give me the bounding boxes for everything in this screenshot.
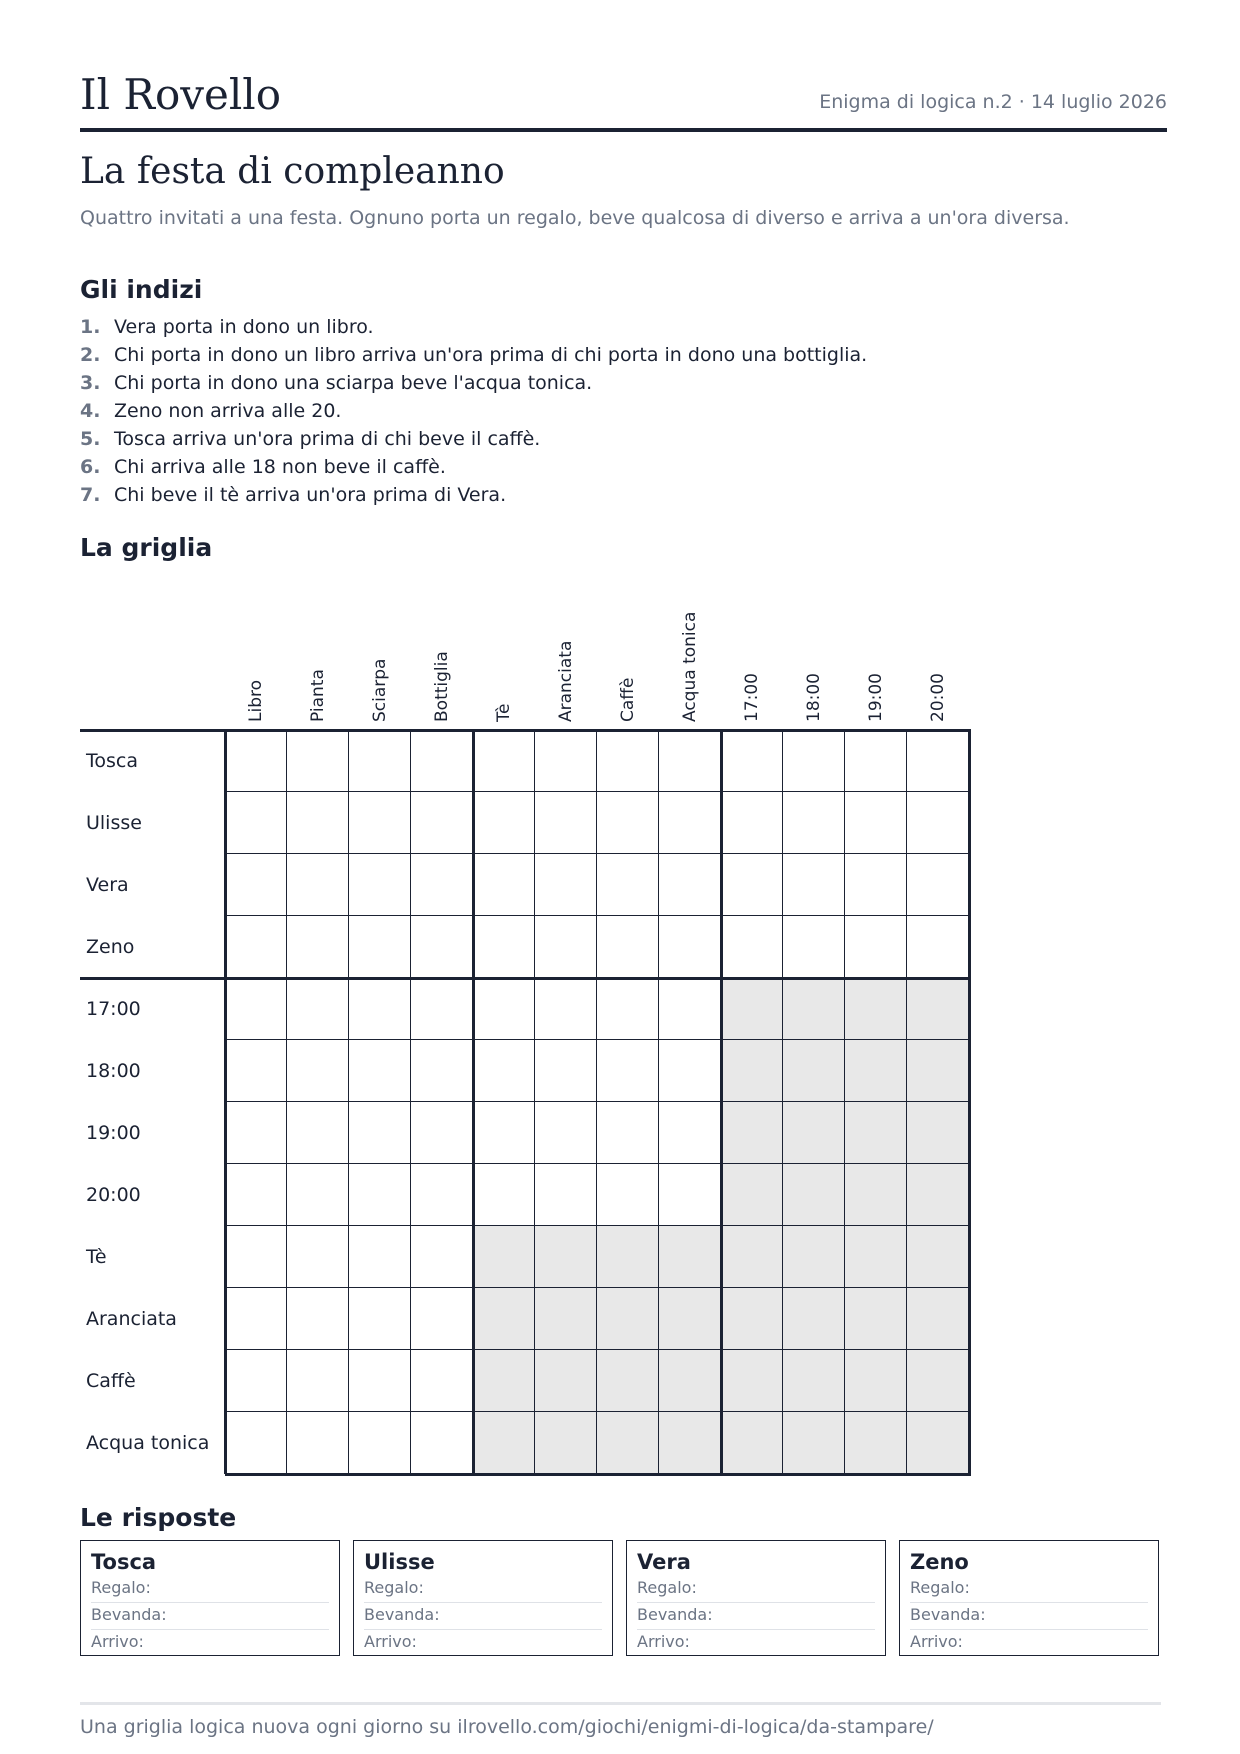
grid-cell[interactable] [411, 1164, 473, 1226]
grid-divider [968, 730, 971, 1474]
grid-cell[interactable] [287, 978, 349, 1040]
grid-cell[interactable] [597, 1040, 659, 1102]
answer-card [353, 1540, 613, 1656]
grid-cell[interactable] [225, 730, 287, 792]
clue-text: Chi arriva alle 18 non beve il caffè. [114, 456, 446, 478]
clue-number: 4. [80, 400, 101, 422]
grid-cell[interactable] [535, 1102, 597, 1164]
clue-number: 2. [80, 344, 101, 366]
grid-cell[interactable] [287, 1350, 349, 1412]
grid-cell[interactable] [659, 1040, 721, 1102]
grid-cell-blocked [659, 1226, 721, 1288]
grid-cell[interactable] [473, 730, 535, 792]
answer-gift-field[interactable]: Regalo: [910, 1576, 1148, 1603]
grid-cell[interactable] [349, 792, 411, 854]
footer [80, 1702, 1161, 1738]
grid-column-header: Libro [246, 679, 266, 722]
grid-cell[interactable] [225, 1412, 287, 1474]
grid-row-header: 20:00 [86, 1184, 141, 1206]
grid-cell-blocked [907, 1040, 969, 1102]
grid-cell[interactable] [659, 1164, 721, 1226]
grid-cell-blocked [907, 1226, 969, 1288]
grid-cell[interactable] [659, 978, 721, 1040]
answer-gift-field[interactable]: Regalo: [637, 1576, 875, 1603]
grid-row-header: Caffè [86, 1370, 136, 1392]
grid-column-header: Pianta [308, 669, 328, 722]
grid-cell[interactable] [411, 1226, 473, 1288]
grid-cell-blocked [783, 1412, 845, 1474]
clue-number: 7. [80, 484, 101, 506]
grid-cell[interactable] [349, 1350, 411, 1412]
grid-cell[interactable] [659, 916, 721, 978]
grid-heading: La griglia [80, 533, 213, 562]
grid-cell[interactable] [225, 792, 287, 854]
grid-cell[interactable] [411, 792, 473, 854]
grid-cell[interactable] [349, 916, 411, 978]
clue-text: Chi porta in dono una sciarpa beve l'acqua tonica. [114, 372, 593, 394]
grid-cell[interactable] [535, 1164, 597, 1226]
grid-cell[interactable] [225, 1040, 287, 1102]
grid-cell[interactable] [225, 854, 287, 916]
grid-cell[interactable] [349, 978, 411, 1040]
grid-cell[interactable] [597, 978, 659, 1040]
answer-drink-field[interactable]: Bevanda: [910, 1603, 1148, 1630]
clues-list [80, 313, 867, 509]
clue-number: 1. [80, 316, 101, 338]
grid-cell[interactable] [845, 854, 907, 916]
brand-title: Il Rovello [80, 70, 282, 119]
clue-item [80, 397, 867, 425]
answer-person: Ulisse [364, 1550, 435, 1574]
grid-cell-blocked [907, 1412, 969, 1474]
clue-item [80, 341, 867, 369]
grid-cell[interactable] [349, 1226, 411, 1288]
grid-cell-blocked [535, 1226, 597, 1288]
grid-cell[interactable] [349, 1164, 411, 1226]
grid-cell-blocked [845, 1350, 907, 1412]
answer-arrival-field[interactable]: Arrivo: [364, 1632, 417, 1651]
grid-cell-blocked [845, 1226, 907, 1288]
grid-cell[interactable] [287, 1040, 349, 1102]
clue-item [80, 481, 867, 509]
grid-cell[interactable] [287, 916, 349, 978]
grid-cell-blocked [783, 978, 845, 1040]
grid-cell-blocked [535, 1350, 597, 1412]
clue-item [80, 453, 867, 481]
answers-section [80, 1540, 1159, 1656]
grid-cell[interactable] [225, 1164, 287, 1226]
grid-cell[interactable] [473, 978, 535, 1040]
grid-cell[interactable] [845, 916, 907, 978]
grid-cell[interactable] [411, 854, 473, 916]
grid-cell[interactable] [411, 1040, 473, 1102]
grid-cell[interactable] [349, 1288, 411, 1350]
grid-cell[interactable] [473, 854, 535, 916]
grid-cell-blocked [659, 1288, 721, 1350]
grid-divider [225, 1473, 971, 1476]
grid-cell[interactable] [845, 730, 907, 792]
clues-heading: Gli indizi [80, 275, 203, 304]
grid-cell[interactable] [597, 1164, 659, 1226]
grid-cell-blocked [907, 1350, 969, 1412]
grid-cell-blocked [473, 1288, 535, 1350]
grid-cell[interactable] [287, 792, 349, 854]
grid-cell[interactable] [287, 1164, 349, 1226]
answer-drink-field[interactable]: Bevanda: [637, 1603, 875, 1630]
grid-cell-blocked [659, 1350, 721, 1412]
grid-cell-blocked [907, 978, 969, 1040]
grid-column-header: Tè [494, 703, 514, 722]
clue-text: Chi beve il tè arriva un'ora prima di Vera. [114, 484, 507, 506]
grid-cell[interactable] [535, 978, 597, 1040]
grid-cell[interactable] [411, 1102, 473, 1164]
grid-cell[interactable] [907, 792, 969, 854]
answer-person: Zeno [910, 1550, 969, 1574]
grid-cell-blocked [535, 1412, 597, 1474]
grid-cell[interactable] [225, 1350, 287, 1412]
grid-column-header: Caffè [618, 677, 638, 722]
answer-drink-field[interactable]: Bevanda: [364, 1603, 602, 1630]
grid-cell[interactable] [287, 730, 349, 792]
grid-cell-blocked [783, 1226, 845, 1288]
grid-cell[interactable] [473, 916, 535, 978]
clue-item [80, 369, 867, 397]
grid-column-header: 19:00 [866, 673, 886, 722]
grid-cell[interactable] [349, 1412, 411, 1474]
grid-cell-blocked [907, 1164, 969, 1226]
grid-column-header: Acqua tonica [680, 611, 700, 722]
grid-cell[interactable] [659, 854, 721, 916]
grid-cell[interactable] [535, 854, 597, 916]
grid-cell-blocked [783, 1102, 845, 1164]
grid-cell-blocked [721, 1288, 783, 1350]
grid-cell-blocked [783, 1040, 845, 1102]
grid-row-header: Aranciata [86, 1308, 177, 1330]
grid-row-header: Acqua tonica [86, 1432, 210, 1454]
grid-cell-blocked [721, 1226, 783, 1288]
grid-cell-blocked [721, 1040, 783, 1102]
grid-cell-blocked [845, 1412, 907, 1474]
grid-cell[interactable] [783, 730, 845, 792]
grid-cell-blocked [597, 1226, 659, 1288]
grid-cell[interactable] [597, 1102, 659, 1164]
answer-person: Vera [637, 1550, 691, 1574]
grid-divider [80, 729, 971, 732]
grid-cell-blocked [597, 1350, 659, 1412]
grid-column-header: Bottiglia [432, 651, 452, 722]
grid-cell[interactable] [721, 916, 783, 978]
grid-row-header: 18:00 [86, 1060, 141, 1082]
grid-cell[interactable] [473, 1164, 535, 1226]
grid-column-header: Aranciata [556, 640, 576, 722]
grid-cell-blocked [473, 1226, 535, 1288]
grid-cell-blocked [845, 978, 907, 1040]
grid-cell[interactable] [287, 1226, 349, 1288]
grid-row-header: Tosca [86, 750, 138, 772]
grid-cell[interactable] [535, 916, 597, 978]
grid-cell[interactable] [473, 792, 535, 854]
grid-cell-blocked [783, 1288, 845, 1350]
grid-cell[interactable] [783, 916, 845, 978]
grid-cell-blocked [845, 1102, 907, 1164]
grid-cell[interactable] [349, 1040, 411, 1102]
grid-row-header: Zeno [86, 936, 135, 958]
clue-number: 6. [80, 456, 101, 478]
answer-card [899, 1540, 1159, 1656]
grid-cell[interactable] [411, 978, 473, 1040]
grid-cell[interactable] [721, 730, 783, 792]
grid-cell[interactable] [225, 1288, 287, 1350]
grid-cell[interactable] [411, 1412, 473, 1474]
grid-cell[interactable] [535, 1040, 597, 1102]
grid-divider [472, 730, 475, 1474]
answer-arrival-field[interactable]: Arrivo: [910, 1632, 963, 1651]
grid-cell[interactable] [535, 730, 597, 792]
grid-cell-blocked [721, 978, 783, 1040]
answer-arrival-field[interactable]: Arrivo: [91, 1632, 144, 1651]
clue-text: Chi porta in dono un libro arriva un'ora prima di chi porta in dono una bottiglia. [114, 344, 868, 366]
grid-cell[interactable] [287, 854, 349, 916]
grid-column-header: 20:00 [928, 673, 948, 722]
answer-card [626, 1540, 886, 1656]
grid-cell[interactable] [411, 730, 473, 792]
answer-gift-field[interactable]: Regalo: [91, 1576, 329, 1603]
grid-cell[interactable] [411, 916, 473, 978]
grid-cell-blocked [907, 1288, 969, 1350]
grid-cell[interactable] [597, 730, 659, 792]
clue-text: Zeno non arriva alle 20. [114, 400, 342, 422]
grid-row-header: 19:00 [86, 1122, 141, 1144]
grid-cell[interactable] [473, 1040, 535, 1102]
grid-column-header: Sciarpa [370, 658, 390, 722]
grid-cell-blocked [845, 1164, 907, 1226]
grid-cell[interactable] [907, 916, 969, 978]
grid-cell[interactable] [349, 854, 411, 916]
grid-row-header: Vera [86, 874, 129, 896]
answers-heading: Le risposte [80, 1503, 237, 1532]
grid-divider [720, 730, 723, 1474]
grid-cell-blocked [597, 1288, 659, 1350]
grid-cell[interactable] [907, 730, 969, 792]
grid-cell-blocked [845, 1288, 907, 1350]
grid-cell-blocked [783, 1164, 845, 1226]
grid-row-header: Ulisse [86, 812, 142, 834]
grid-cell[interactable] [287, 1412, 349, 1474]
grid-cell-blocked [535, 1288, 597, 1350]
grid-cell[interactable] [659, 792, 721, 854]
grid-cell[interactable] [225, 978, 287, 1040]
grid-cell-blocked [845, 1040, 907, 1102]
answer-gift-field[interactable]: Regalo: [364, 1576, 602, 1603]
grid-cell-blocked [597, 1412, 659, 1474]
grid-cell[interactable] [287, 1102, 349, 1164]
answer-card [80, 1540, 340, 1656]
masthead [80, 70, 1167, 132]
grid-cell-blocked [721, 1412, 783, 1474]
grid-cell-blocked [721, 1164, 783, 1226]
grid-cell[interactable] [845, 792, 907, 854]
grid-cell-blocked [473, 1350, 535, 1412]
grid-cell[interactable] [535, 792, 597, 854]
grid-cell-blocked [473, 1412, 535, 1474]
grid-cell[interactable] [225, 1102, 287, 1164]
grid-divider [224, 730, 227, 1474]
clue-number: 5. [80, 428, 101, 450]
answer-person: Tosca [91, 1550, 157, 1574]
clue-text: Vera porta in dono un libro. [114, 316, 374, 338]
clue-item [80, 425, 867, 453]
grid-cell[interactable] [225, 1226, 287, 1288]
grid-divider [80, 977, 971, 980]
issue-info: Enigma di logica n.2 · 14 luglio 2026 [819, 91, 1167, 113]
grid-cell[interactable] [659, 1102, 721, 1164]
grid-cell[interactable] [411, 1350, 473, 1412]
answer-drink-field[interactable]: Bevanda: [91, 1603, 329, 1630]
grid-cell-blocked [721, 1350, 783, 1412]
puzzle-intro: Quattro invitati a una festa. Ognuno porta un regalo, beve qualcosa di diverso e arriva a un'ora diversa. [80, 207, 1070, 229]
grid-cell[interactable] [783, 792, 845, 854]
clue-number: 3. [80, 372, 101, 394]
grid-cell[interactable] [783, 854, 845, 916]
grid-cell-blocked [783, 1350, 845, 1412]
grid-cell[interactable] [597, 792, 659, 854]
grid-cell[interactable] [349, 730, 411, 792]
grid-column-header: 17:00 [742, 673, 762, 722]
grid-cell[interactable] [349, 1102, 411, 1164]
puzzle-title: La festa di compleanno [80, 151, 505, 192]
grid-cell-blocked [721, 1102, 783, 1164]
grid-cell[interactable] [473, 1102, 535, 1164]
clue-item [80, 313, 867, 341]
grid-cell[interactable] [287, 1288, 349, 1350]
answer-arrival-field[interactable]: Arrivo: [637, 1632, 690, 1651]
grid-cell[interactable] [597, 916, 659, 978]
footer-text: Una griglia logica nuova ogni giorno su ilrovello.com/giochi/enigmi-di-logica/da-stampare/ [80, 1716, 934, 1738]
grid-cell-blocked [907, 1102, 969, 1164]
grid-row-header: 17:00 [86, 998, 141, 1020]
grid-cell[interactable] [411, 1288, 473, 1350]
grid-cell[interactable] [225, 916, 287, 978]
clue-text: Tosca arriva un'ora prima di chi beve il caffè. [114, 428, 541, 450]
grid-column-header: 18:00 [804, 673, 824, 722]
grid-cell[interactable] [659, 730, 721, 792]
grid-cell[interactable] [721, 792, 783, 854]
grid-cell[interactable] [597, 854, 659, 916]
grid-cell[interactable] [721, 854, 783, 916]
grid-row-header: Tè [86, 1246, 107, 1268]
grid-cell-blocked [659, 1412, 721, 1474]
logic-grid [80, 560, 980, 1480]
grid-cell[interactable] [907, 854, 969, 916]
